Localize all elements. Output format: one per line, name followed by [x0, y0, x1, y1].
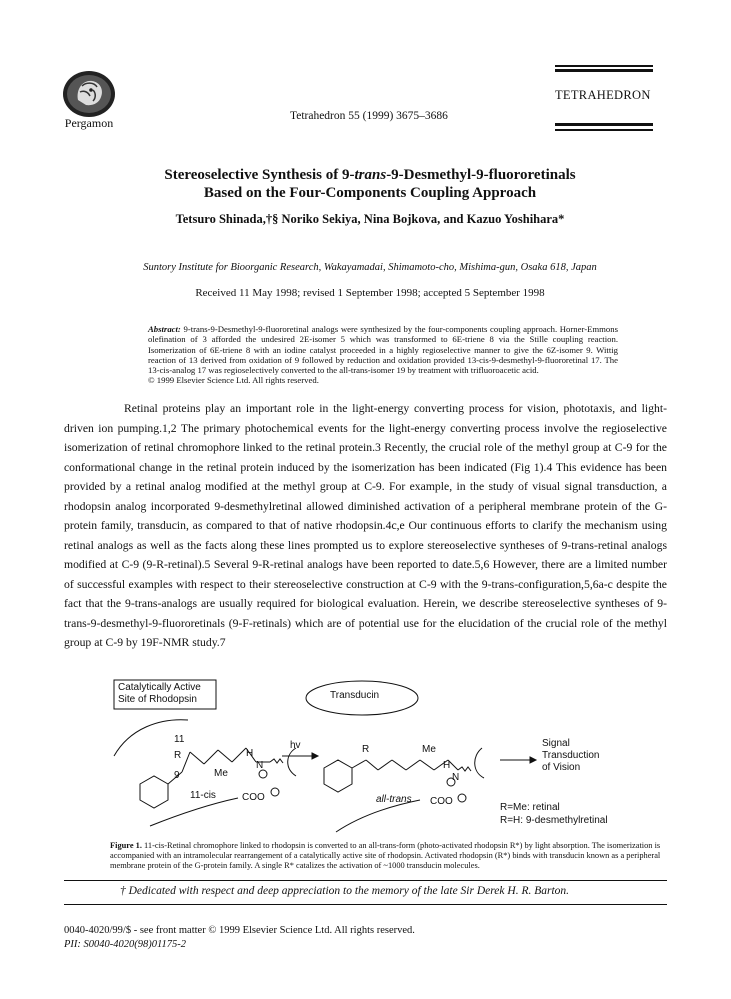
figure-caption	[110, 841, 665, 871]
transducin-label: Transducin	[330, 690, 380, 701]
body-paragraph: Retinal proteins play an important role in the light-energy converting process for vision, phototaxis, and light-driven ion pumping.1,2 The primary photochemical events for the light-energy converting process involve the regioselective isomerization of retinal chromophore linked to the retinal protein.3 Recently, the crucial role of the methyl group at C-9 for the conformational change in the retinal protein induced by the isomerization has been indicated (Fig 1).4 This evidence has been provided by a retinal analog modified at the methyl group at C-9. For example, in the study of visual signal transduction, a rhodopsin analog incorporated 9-desmethylretinal allowed diminished activation of a peripheral membrane protein of the G-protein family, transducin, as compared to that of native rhodopsin.4c,e Our continuous efforts to clarify the mechanism using retinal analogs as well as the facts along these lines prompted us to explore stereoselective syntheses of 9-trans-retinal analogs modified at C-9 (9-R-retinal).5 Several 9-R-retinal analogs have been reported to date.5,6 However, there are a limited number of successful examples with respect to their stereoselective construction at C-9 with the 9-trans-configuration,5,6a-c despite the fact that the 9-trans-analogs are usually required for biological evaluation. Herein, we describe stereoselective syntheses of 9-trans-9-desmethyl-9-fluororetinals (9-F-retinals) which are of potential use for the elucidation of the crucial role of the methyl group at C-9 by 19F-NMR study.7	[64, 402, 667, 649]
header-rule-top2	[555, 69, 653, 72]
figure-1	[110, 676, 670, 842]
r-right-label: R	[362, 744, 370, 755]
coo-right-label: COO	[430, 796, 453, 807]
footer-rule	[64, 880, 667, 881]
paper-title	[80, 166, 660, 202]
title-line1-post: -9-Desmethyl-9-fluororetinals	[386, 167, 576, 183]
publisher-logo	[60, 70, 118, 118]
front-matter-code: 0040-4020/99/$ - see front matter © 1999 Elsevier Science Ltd. All rights reserved.	[64, 925, 415, 936]
legend-line2: R=H: 9-desmethylretinal	[500, 815, 608, 826]
n-left-label: N	[256, 760, 264, 771]
header-rule-bottom2	[555, 129, 653, 131]
num11-label: 11	[174, 734, 185, 745]
box-line1: Catalytically Active	[118, 682, 201, 693]
abstract-label: Abstract:	[148, 324, 181, 334]
signal-line1: Signal	[542, 738, 570, 749]
signal-line2: Transduction	[542, 750, 600, 761]
title-line2: Based on the Four-Components Coupling Approach	[203, 185, 537, 201]
h-left-label: H	[246, 748, 254, 759]
affiliation: Suntory Institute for Bioorganic Research, Wakayamadai, Shimamoto-cho, Mishima-gun, Osaka 618, Japan	[143, 262, 597, 273]
num9-label: 9	[174, 770, 180, 781]
received-dates: Received 11 May 1998; revised 1 September 1998; accepted 5 September 1998	[195, 287, 545, 299]
n-right-label: N	[452, 772, 460, 783]
cis-label: 11-cis	[190, 790, 216, 801]
footer-rule-2	[64, 904, 667, 905]
header-rule-bottom	[555, 123, 653, 126]
trans-label: all-trans	[376, 794, 412, 805]
r-left-label: R	[174, 750, 182, 761]
dedication: † Dedicated with respect and deep appreciation to the memory of the late Sir Derek H. R. Barton.	[120, 885, 570, 897]
title-line1-italic: trans	[354, 167, 387, 183]
authors: Tetsuro Shinada,†§ Noriko Sekiya, Nina Bojkova, and Kazuo Yoshihara*	[175, 212, 565, 226]
pii-code: PII: S0040-4020(98)01175-2	[64, 939, 186, 950]
body-text	[64, 399, 667, 653]
header-rule-top	[555, 65, 653, 67]
hv-label: hv	[290, 740, 301, 751]
abstract	[148, 324, 618, 386]
coo-left-label: COO	[242, 792, 265, 803]
caption-label: Figure 1.	[110, 841, 142, 850]
journal-name: TETRAHEDRON	[555, 88, 651, 102]
h-right-label: H	[443, 760, 451, 771]
abstract-text: 9-trans-9-Desmethyl-9-fluororetinal analogs were synthesized by the four-components coupling approach. Horner-Emmons olefination of 3 afforded the undesired 2E-isomer 5 which was transformed to 6E-triene 8 via the Stille coupling reaction. Isomerization of 6E-triene 8 with an iodine catalyst proceeded in a highly regioselective manner to give the 6Z-isomer 9. Wittig reaction of 13 derived from oxidation of 9 followed by reduction and oxidation provided 13-cis-9-desmethyl-9-fluororetinal 17. The 13-cis-analog 17 was regioselectively converted to the all-trans-isomer 19 by treatment with trifluoroacetic acid.	[148, 324, 618, 376]
caption-text: 11-cis-Retinal chromophore linked to rhodopsin is converted to an all-trans-form (photo-activated rhodopsin R*) by light absorption. The isomerization is accompanied with an intramolecular rearrangement of a catalytically active site of rhodopsin. Activated rhodopsin (R*) binds with transducin known as a peripheral membrane protein of the G-protein family. A single R* catalizes the activation of ~1000 transducin molecules.	[110, 841, 661, 870]
abstract-copyright: © 1999 Elsevier Science Ltd. All rights reserved.	[148, 375, 319, 386]
box-line2: Site of Rhodopsin	[118, 694, 197, 705]
legend-line1: R=Me: retinal	[500, 802, 560, 813]
me-right-label: Me	[422, 744, 436, 755]
me-left-label: Me	[214, 768, 228, 779]
journal-reference: Tetrahedron 55 (1999) 3675–3686	[290, 110, 448, 122]
signal-line3: of Vision	[542, 762, 581, 773]
publisher-name: Pergamon	[64, 116, 114, 130]
title-line1-pre: Stereoselective Synthesis of 9-	[164, 167, 355, 183]
